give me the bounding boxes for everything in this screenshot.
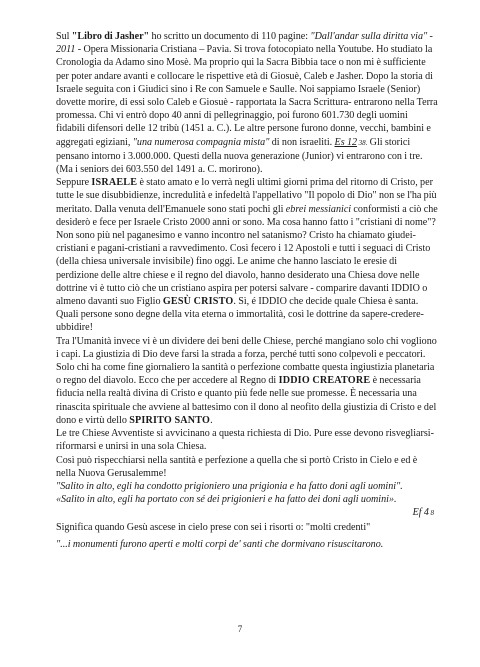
emphasis-ebrei-messianici: ebrei messianici xyxy=(285,203,352,215)
text-run: . xyxy=(210,414,213,426)
quote-salito-in-alto-2: «Salito in alto, egli ha portato con sé dei prigionieri e ha fatto dei doni agli uomini». xyxy=(56,494,397,506)
bible-reference: Es 12 xyxy=(334,136,358,148)
quote-salito-in-alto-1: "Salito in alto, egli ha condotto prigioniero una prigionia e ha fatto doni agli uomini". xyxy=(56,480,403,492)
paragraph-israele xyxy=(56,176,438,334)
emphasis-iddio-creatore: IDDIO CREATORE xyxy=(278,375,371,387)
paragraph-jasher xyxy=(56,30,438,176)
paragraph-avventiste: Le tre Chiese Avventiste si avvicinano a questa richiesta di Dio. Pure esse devono risvegliarsi-riformarsi e unirsi in una sola Chiesa. xyxy=(56,428,434,453)
text-run: . Sì, é IDDIO che decide quale Chiesa è santa. Quali persone sono degne della vita eterna o immortalità, così le dottrine da sapere-credere-ubbidire! xyxy=(56,296,424,334)
paragraph-umanita xyxy=(56,335,438,427)
paragraph-santita: Così può rispecchiarsi nella santità e perfezione a quella che si portò Cristo in Cielo e ed è nella Nuova Gerusalemme! xyxy=(56,454,418,479)
document-body xyxy=(56,30,438,551)
quote-monumenti: "...i monumenti furono aperti e molti corpi de' santi che dormivano risuscitarono. xyxy=(56,538,384,550)
bible-reference-verse: 38. xyxy=(357,138,368,147)
text-run: di non israeliti. xyxy=(269,136,335,148)
text-run: Tra l'Umanità invece vi è un dividere dei beni delle Chiese, perché mangiano solo chi vogliono i capi. La giustizia di Dio deve farsi la strada a forza, perché tutti sono colpevoli e peccatori. Solo chi ha come fine giornaliero la santità o perfezione combatte questa ingiustizia planetaria o regno del diavolo. Ecco che per accedere al Regno di xyxy=(56,335,437,387)
text-run: Gli storici pensano intorno i 3.000.000. Questi della nuova generazione (Junior) vi entrarono con i tre. (Ma i seniors dei 603.550 del 1491 a. C. morirono). xyxy=(56,136,423,176)
text-run: - Opera Missionaria Cristiana – Pavia. Si trova fotocopiato nella Youtube. Ho studiato la Cronologia da Adamo sino Mosè. Ma proprio qui la Sacra Bibbia tace o non mi è sufficiente per poter andare avanti e collocare le rispettive età di Giosuè, Caleb e Jasher. Dopo la storia di Israele seguita con i Giudici sino i Re con Samuele e Saulle. Noi sappiamo Israele (Senior) dovette morire, di essi solo Caleb e Giosuè - rapportata la Sacra Scrittura- entrarono nella Terra promessa. Chi vi entrò dopo 40 anni di pellegrinaggio, poi furono 601.730 degli uomini fidabili difensori delle 12 tribù (1451 a. C.). Le altre persone furono donne, vecchi, bambini e aggregati egiziani, xyxy=(56,44,438,148)
emphasis-spirito-santo: SPIRITO SANTO xyxy=(129,414,211,426)
paragraph-significa: Significa quando Gesù ascese in cielo prese con sei i risorti o: "molti credenti" xyxy=(56,521,371,533)
emphasis-gesu-cristo: GESÙ CRISTO xyxy=(162,296,234,308)
text-run: conformisti a ciò che desiderò e fece per Israele Cristo 2000 anni or sono. Ma cosa hanno fatto i "cristiani di nome"? Non sono più nel paganesimo e vanno incontro nel satanismo? Cristo ha chiamato giudei-cristiani e pagani-cristiani a ravvedimento. Così fecero i 12 Apostoli e tutti i seguaci di Cristo (della chiesa universale invisibile) fino oggi. Le anime che hanno lasciato le eresie di perdizione delle altre chiese e il regno del diavolo, hanno desiderato una Chiesa dove nelle dottrine vi è tutto ciò che un cristiano aspira per potersi salvare - comparire davanti IDDIO o almeno davanti suo Figlio xyxy=(56,203,438,308)
text-run: è necessaria fiducia nella realtà divina di Cristo e quanto più fede nelle sue promesse. È necessaria una rinascita spirituale che avviene al battesimo con il dono al neofito della giustizia di Cristo e del dono e virtù dello xyxy=(56,375,437,426)
text-run: ho scritto un documento di 110 pagine: xyxy=(149,31,311,42)
emphasis-israele: ISRAELE xyxy=(91,177,138,189)
book-title: "Libro di Jasher" xyxy=(71,31,150,42)
bible-reference-verse: 8 xyxy=(428,509,434,518)
text-run: è stato amato e lo verrà negli ultimi giorni prima del ritorno di Cristo, per tutte le sue disubbidienze, incredulità e infedeltà l'appellativo "Il popolo di Dio" non se l'ha più meritato. Dalla venuta dell'Emanuele sono stati pochi gli xyxy=(56,177,437,215)
page-number: 7 xyxy=(237,624,243,634)
quoted-phrase: "una numerosa compagnia mista" xyxy=(132,136,270,148)
bible-reference-ef xyxy=(56,506,438,520)
bible-reference-book: Ef 4 xyxy=(412,507,429,519)
document-title: "Dall'andar sulla diritta via" - 2011 xyxy=(56,31,433,56)
text-run: Seppure xyxy=(56,177,92,189)
text-run: Sul xyxy=(56,31,72,42)
